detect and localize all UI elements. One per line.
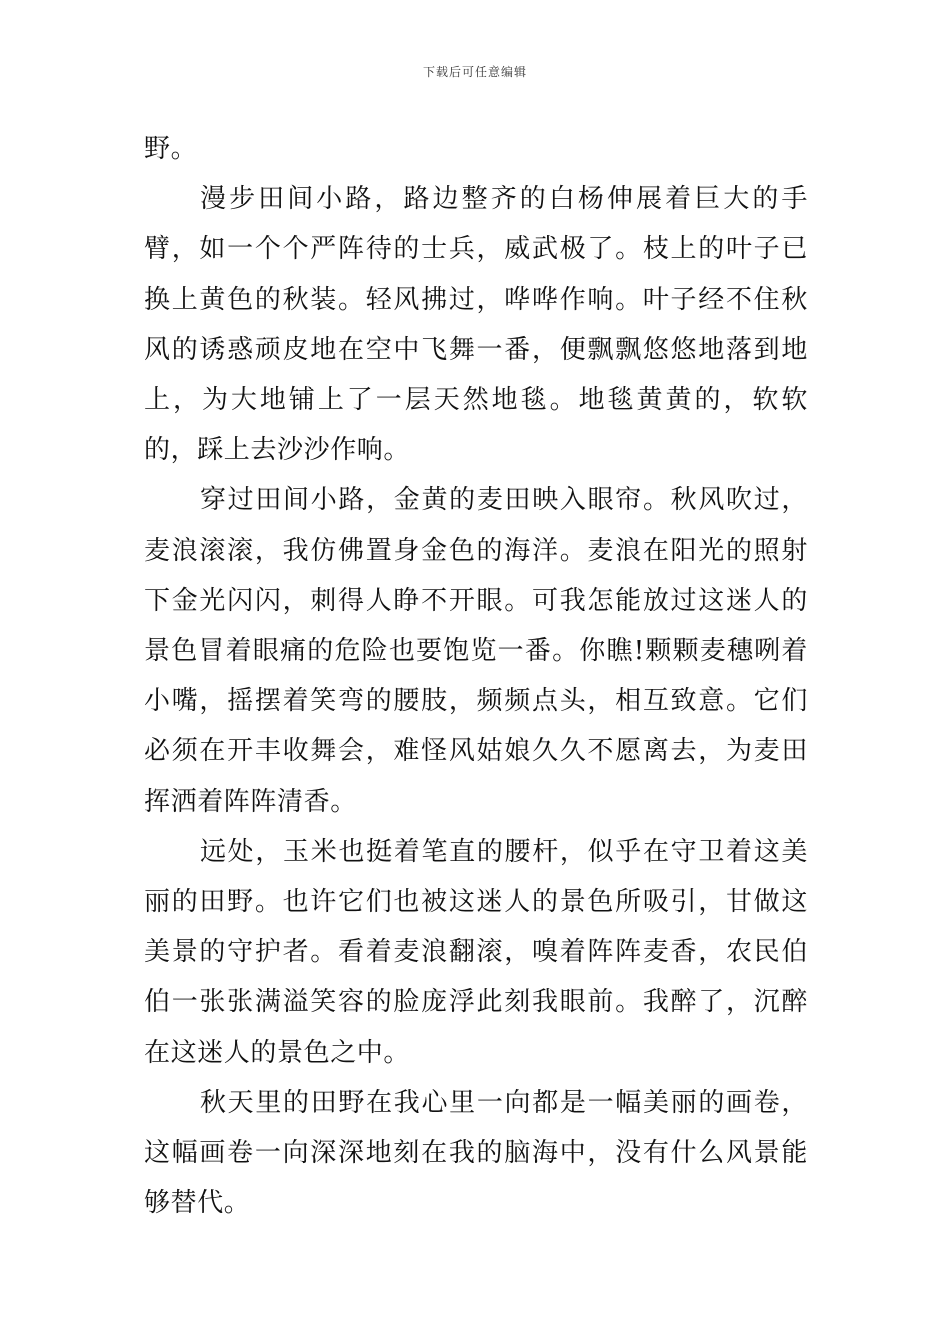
paragraph-wheat-field: 穿过田间小路，金黄的麦田映入眼帘。秋风吹过，麦浪滚滚，我仿佛置身金色的海洋。麦浪在阳光的照射下金光闪闪，刺得人睁不开眼。可我怎能放过这迷人的景色冒着眼痛的危险也要饱览一番。你瞧!颗颗麦穗咧着小嘴，摇摆着笑弯的腰肢，频频点头，相互致意。它们必须在开丰收舞会，难怪风姑娘久久不愿离去，为麦田挥洒着阵阵清香。 — [144, 485, 808, 817]
page-header-note: 下载后可任意编辑 — [422, 65, 527, 79]
paragraph-conclusion: 秋天里的田野在我心里一向都是一幅美丽的画卷，这幅画卷一向深深地刻在我的脑海中，没有什么风景能够替代。 — [144, 1087, 808, 1219]
paragraph-poplars: 漫步田间小路，路边整齐的白杨伸展着巨大的手臂，如一个个严阵待的士兵，威武极了。枝上的叶子已换上黄色的秋装。轻风拂过，哗哗作响。叶子经不住秋风的诱惑顽皮地在空中飞舞一番，便飘飘悠悠地落到地上，为大地铺上了一层天然地毯。地毯黄黄的，软软的，踩上去沙沙作响。 — [144, 184, 808, 466]
paragraph-continuation: 野。 — [144, 134, 198, 164]
paragraph-corn: 远处，玉米也挺着笔直的腰杆，似乎在守卫着这美丽的田野。也许它们也被这迷人的景色所吸引，甘做这美景的守护者。看着麦浪翻滚，嗅着阵阵麦香，农民伯伯一张张满溢笑容的脸庞浮此刻我眼前。我醉了，沉醉在这迷人的景色之中。 — [144, 836, 808, 1068]
document-body — [144, 124, 808, 1228]
